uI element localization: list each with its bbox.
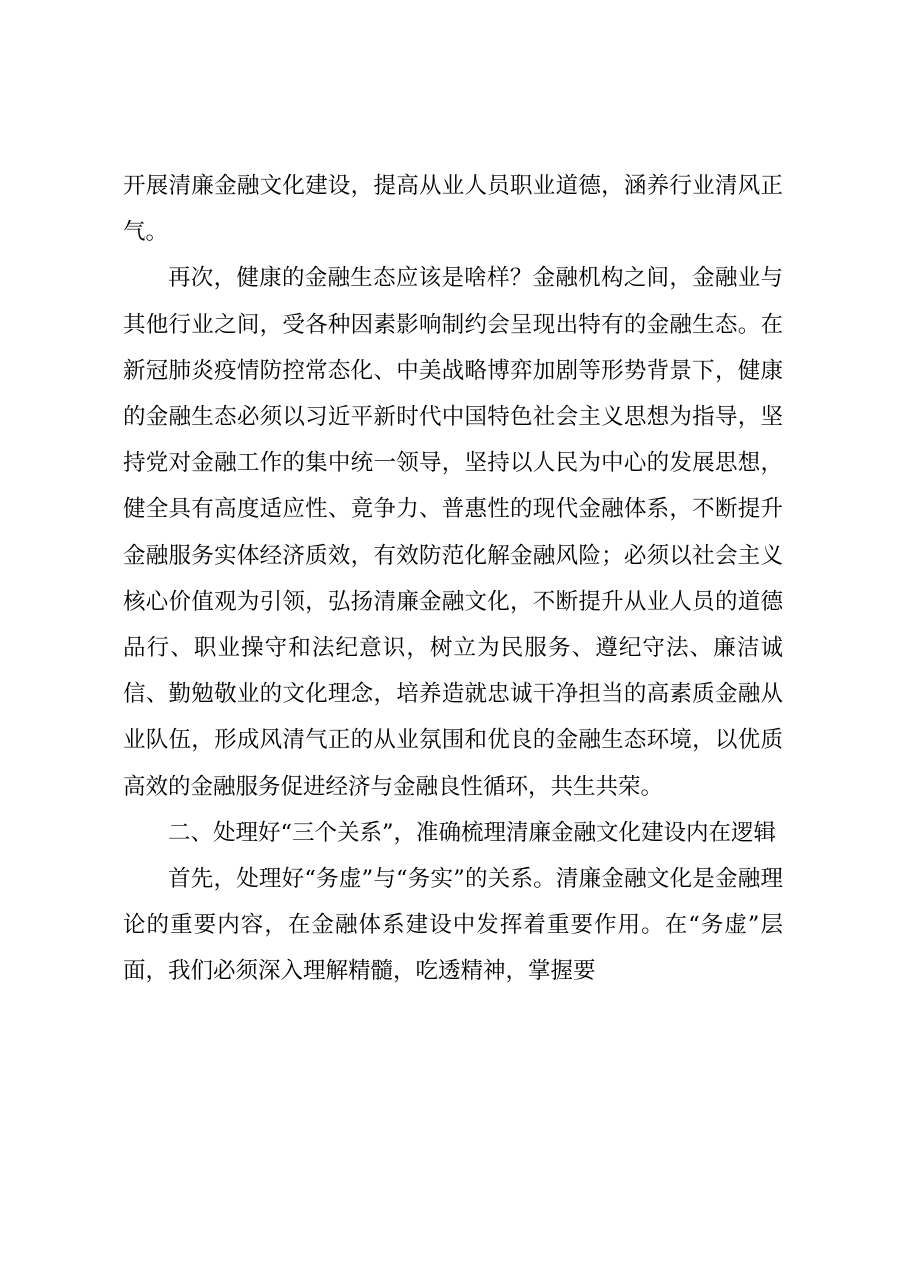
paragraph-virtual-and-practical: 首先，处理好“务虚”与“务实”的关系。清廉金融文化是金融理论的重要内容，在金融体系建设中发挥着重要作用。在“务虚”层面，我们必须深入理解精髓，吃透精神，掌握要 <box>123 866 783 985</box>
document-body <box>123 163 783 995</box>
section-heading-three-relations: 二、处理好“三个关系”，准确梳理清廉金融文化建设内在逻辑 <box>168 819 777 846</box>
paragraph-financial-ecology: 再次，健康的金融生态应该是啥样？金融机构之间，金融业与其他行业之间，受各种因素影响制约会呈现出特有的金融生态。在新冠肺炎疫情防控常态化、中美战略博弈加剧等形势背景下，健康的金融生态必须以习近平新时代中国特色社会主义思想为指导，坚持党对金融工作的集中统一领导，坚持以人民为中心的发展思想，健全具有高度适应性、竟争力、普惠性的现代金融体系，不断提升金融服务实体经济质效，有效防范化解金融风险；必须以社会主义核心价值观为引领，弘扬清廉金融文化，不断提升从业人员的道德品行、职业操守和法纪意识，树立为民服务、遵纪守法、廉洁诚信、勤勉敬业的文化理念，培养造就忠诚干净担当的高素质金融从业队伍，形成风清气正的从业氛围和优良的金融生态环境，以优质高效的金融服务促进经济与金融良性循环，共生共荣。 <box>123 265 783 800</box>
paragraph-continuation: 开展清廉金融文化建设，提高从业人员职业道德，涵养行业清风正气。 <box>123 173 783 246</box>
